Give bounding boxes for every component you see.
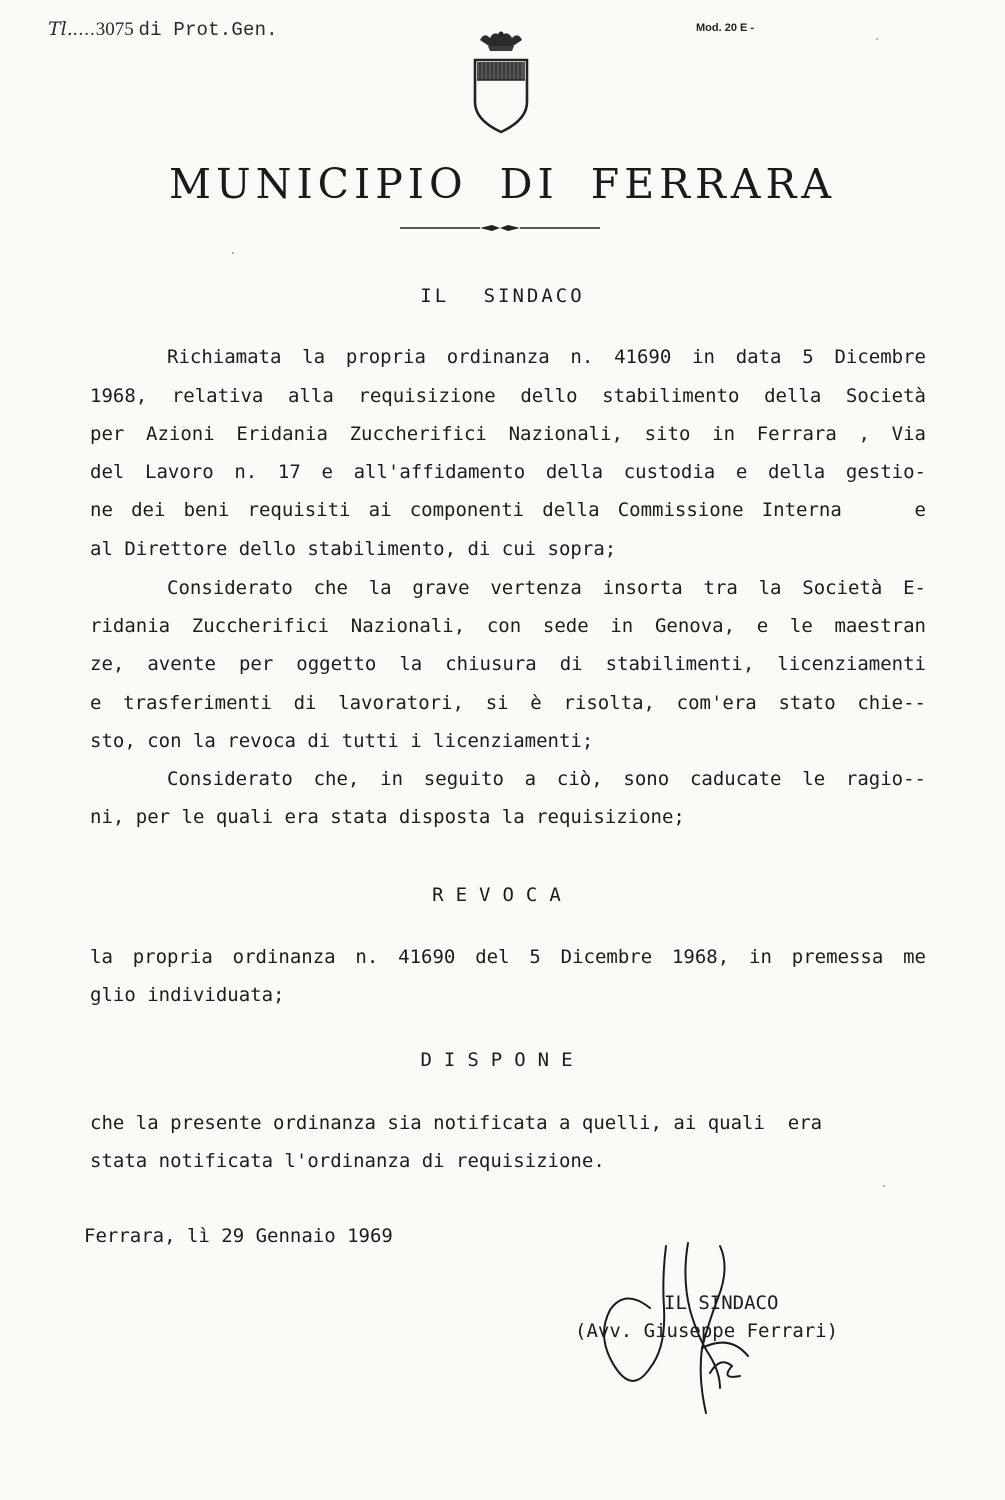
body-line: del Lavoro n. 17 e all'affidamento della custodia e della gestio-	[90, 461, 926, 483]
body-line: ni, per le quali era stata disposta la requisizione;	[90, 806, 685, 828]
body-line: che la presente ordinanza sia notificata a quelli, ai quali era	[90, 1112, 823, 1134]
title-divider	[400, 222, 600, 234]
section-heading-dispone: DISPONE	[420, 1049, 585, 1071]
signature-name: (Avv. Giuseppe Ferrari)	[575, 1320, 839, 1342]
body-line: ridania Zuccherifici Nazionali, con sede in Genova, e le maestran	[90, 615, 926, 637]
section-heading-sindaco: IL SINDACO	[420, 285, 585, 307]
paper-speck	[876, 38, 878, 40]
body-line: al Direttore dello stabilimento, di cui sopra;	[90, 538, 617, 560]
date-line: Ferrara, lì 29 Gennaio 1969	[84, 1225, 393, 1247]
paper-speck	[883, 1185, 885, 1187]
body-line: ze, avente per oggetto la chiusura di stabilimenti, licenziamenti	[90, 653, 926, 675]
signature-title: IL SINDACO	[664, 1292, 779, 1314]
body-line: la propria ordinanza n. 41690 del 5 Dicembre 1968, in premessa me	[90, 946, 926, 968]
protocol-prefix: Tl.	[48, 18, 73, 40]
body-line: glio individuata;	[90, 984, 285, 1006]
page-title: MUNICIPIO DI FERRARA	[169, 160, 836, 208]
body-line: stata notificata l'ordinanza di requisizione.	[90, 1150, 605, 1172]
body-line: Richiamata la propria ordinanza n. 41690 in data 5 Dicembre	[167, 346, 926, 368]
body-line: per Azioni Eridania Zuccherifici Nazionali, sito in Ferrara , Via	[90, 423, 926, 445]
paper-speck	[232, 252, 234, 254]
body-line: Considerato che, in seguito a ciò, sono caducate le ragio--	[167, 768, 926, 790]
body-line: ne dei beni requisiti ai componenti della Commissione Interna e	[90, 499, 926, 521]
protocol-number: Tl.....3075 di Prot.Gen.	[48, 18, 278, 41]
body-line: sto, con la revoca di tutti i licenziamenti;	[90, 730, 594, 752]
body-line: Considerato che la grave vertenza insorta tra la Società E-	[167, 577, 926, 599]
model-code: Mod. 20 E -	[696, 22, 755, 34]
city-crest-icon	[466, 28, 536, 136]
protocol-value: 3075	[95, 19, 134, 40]
body-line: e trasferimenti di lavoratori, si è risolta, com'era stato chie--	[90, 692, 926, 714]
protocol-label: di Prot.Gen.	[138, 19, 278, 41]
section-heading-revoca: REVOCA	[432, 884, 573, 906]
body-line: 1968, relativa alla requisizione dello stabilimento della Società	[90, 385, 926, 407]
